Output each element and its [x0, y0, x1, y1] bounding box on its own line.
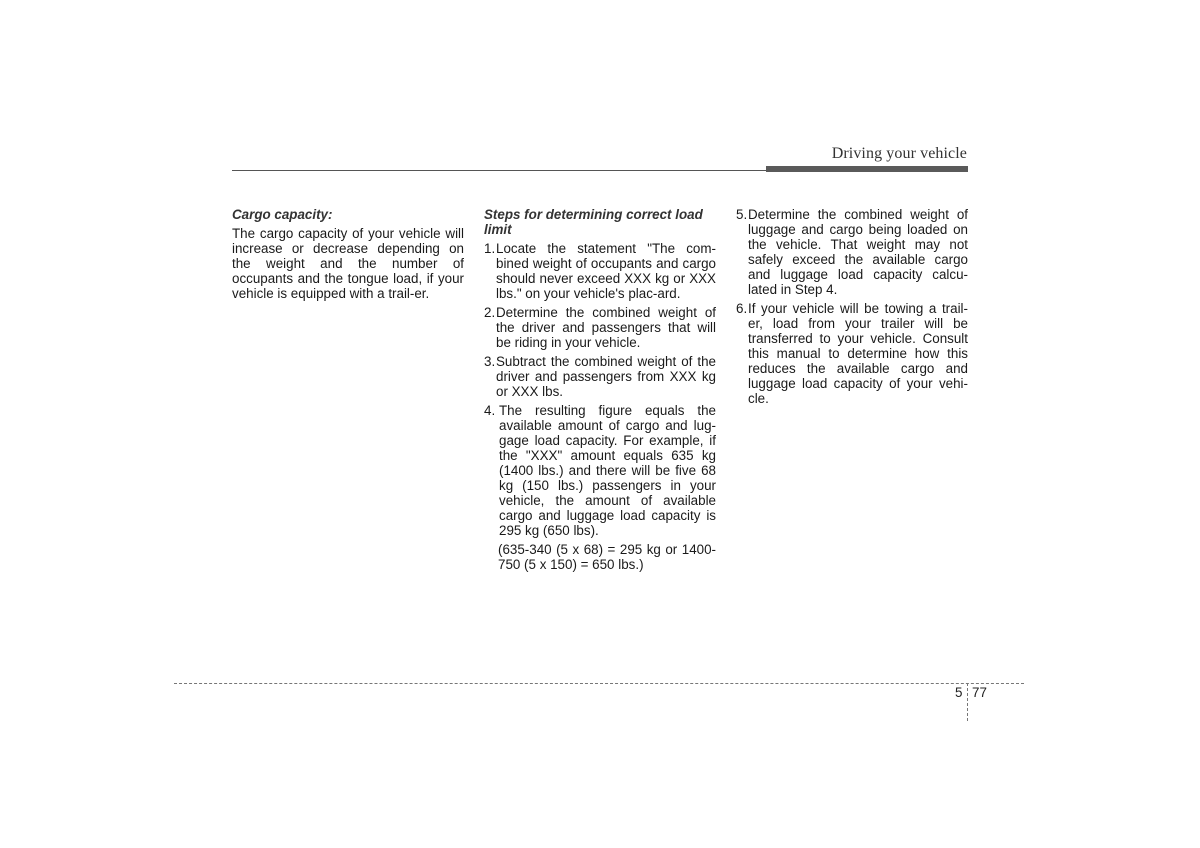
page-number: 77	[972, 685, 987, 700]
step-item	[736, 301, 968, 406]
step-number: 5.	[736, 207, 748, 222]
step-number: 2.	[484, 305, 496, 320]
step-item	[736, 207, 968, 297]
step-number: 6.	[736, 301, 748, 316]
chapter-number: 5	[955, 685, 963, 700]
step-number: 1.	[484, 241, 496, 256]
step-text: If your vehicle will be towing a trail-er, load from your trailer will be transferred to your vehicle. Consult this manual to determine how this reduces the available cargo and luggage load capacity of your vehi-cle.	[748, 301, 968, 406]
calculation-example: (635-340 (5 x 68) = 295 kg or 1400-750 (5 x 150) = 650 lbs.)	[498, 542, 716, 572]
step-item	[484, 241, 716, 301]
steps-list	[484, 241, 716, 538]
running-header-title: Driving your vehicle	[831, 145, 967, 162]
step-item	[484, 403, 716, 538]
step-text: Determine the combined weight of the driver and passengers that will be riding in your vehicle.	[496, 305, 716, 350]
header-rule	[232, 170, 766, 171]
step-text: Determine the combined weight of luggage and cargo being loaded on the vehicle. That weight may not safely exceed the available cargo and luggage load capacity calcu-lated in Step 4.	[748, 207, 968, 297]
column-continued-steps	[736, 207, 968, 410]
step-number: 4.	[484, 403, 496, 418]
cargo-capacity-paragraph: The cargo capacity of your vehicle will increase or decrease depending on the weight and the number of occupants and the tongue load, if your vehicle is equipped with a trail-er.	[232, 226, 464, 301]
step-text: Locate the statement "The com-bined weight of occupants and cargo should never exceed XXX kg or XXX lbs." on your vehicle's plac-ard.	[496, 241, 716, 301]
page-number-divider	[967, 683, 968, 721]
step-item	[484, 305, 716, 350]
step-text: The resulting figure equals the available amount of cargo and lug-gage load capacity. For example, if the "XXX" amount equals 635 kg (1400 lbs.) and there will be five 68 kg (150 lbs.) passengers in your vehicle, the amount of available cargo and luggage load capacity is 295 kg (650 lbs).	[499, 403, 716, 538]
step-item	[484, 354, 716, 399]
step-text: Subtract the combined weight of the driver and passengers from XXX kg or XXX lbs.	[496, 354, 716, 399]
column-load-limit-steps	[484, 207, 716, 572]
cargo-capacity-heading: Cargo capacity:	[232, 207, 333, 222]
load-limit-heading: Steps for determining correct load limit	[484, 207, 703, 237]
header-accent-bar	[766, 166, 968, 172]
steps-list-continued	[736, 207, 968, 406]
footer-dashed-rule	[174, 683, 1024, 684]
column-cargo-capacity	[232, 207, 464, 301]
step-number: 3.	[484, 354, 496, 369]
